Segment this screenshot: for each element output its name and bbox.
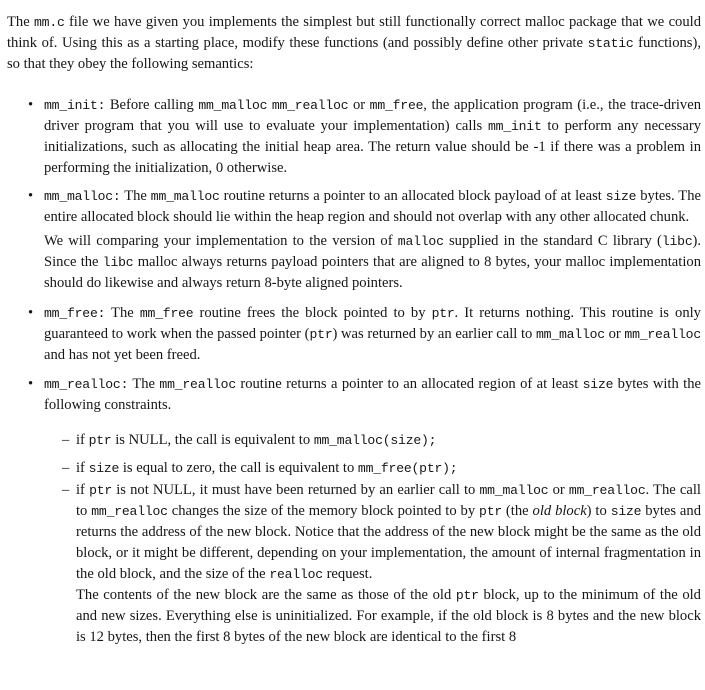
code-text: mm.c [34,15,65,30]
dash-item-ptr-not-null [62,480,702,648]
body-text: changes the size of the memory block pointed to by [167,503,480,519]
code-text: ptr [479,504,503,519]
body-text: . The call to [76,482,701,519]
body-text: is equal to zero, the call is equivalent to [119,460,358,476]
code-text: mm_realloc [568,483,646,498]
code-text: ptr [88,433,112,448]
body-text: ) to [586,503,611,519]
body-text: bytes with the following constraints. [44,376,701,413]
body-text: malloc always returns payload pointers that are aligned to 8 bytes, your malloc implementation should do likewise and always return 8-byte aligned pointers. [44,254,701,291]
body-text: We will comparing your implementation to the version of [44,233,398,249]
code-text: size [582,377,614,392]
body-text: functions), so that they obey the following semantics: [7,35,701,72]
bullet-icon: • [28,97,34,113]
body-text: to perform any necessary initializations, such as allocating the initial heap area. The return value should be -1 if there was a problem in performing the initialization, 0 otherwise. [44,118,701,176]
code-text: mm_malloc [479,483,549,498]
body-text: and has not yet been freed. [44,347,201,363]
code-text: mm_realloc: [44,377,129,392]
bullet-item-mm-free [28,303,701,366]
body-text: if [76,432,89,448]
intro-paragraph [7,12,701,75]
body-text: bytes. The entire allocated block should lie within the heap region and should not overlap with any other allocated chunk. [44,188,701,225]
mm-malloc-libc-paragraph [44,231,701,294]
body-text: or [604,326,625,342]
body-text: or [548,482,569,498]
dash-icon: – [62,482,70,498]
code-text: ptr [309,327,333,342]
code-text: mm_realloc [91,504,168,519]
body-text: ). Since the [44,233,701,270]
bullet-item-mm-init [28,95,701,179]
body-text: routine returns a pointer to an allocated block payload of at least [219,188,606,204]
code-text: malloc [397,234,444,249]
body-text: or [348,97,370,113]
code-text: size [88,461,120,476]
code-text: static [587,36,634,51]
code-text: mm_malloc(size); [313,433,437,448]
code-text: ptr [431,306,455,321]
code-text: ptr [455,588,479,603]
body-text: The contents of the new block are the same as those of the old [76,587,456,603]
body-text: ) was returned by an earlier call to [332,326,536,342]
dash-ptr-not-null-paragraph [76,480,701,585]
mm-init-paragraph [44,95,701,179]
body-text: bytes and returns the address of the new block. Notice that the address of the new block might be the same as the old block, or it might be different, depending on your implementation, the amount of internal fragmentation in the old block, and the size of the [76,503,702,582]
mm-malloc-paragraph [44,186,701,228]
bullet-item-mm-realloc [28,374,702,648]
code-text: mm_init: [44,98,106,113]
body-text: if [76,460,89,476]
bullet-icon: • [28,376,34,392]
bullet-icon: • [28,305,34,321]
code-text: mm_malloc [536,327,605,342]
body-text: routine returns a pointer to an allocated region of at least [235,376,583,392]
mm-realloc-paragraph [44,374,701,416]
dash-item-size-zero [62,458,701,479]
body-text: block, up to the minimum of the old and new sizes. Everything else is uninitialized. For example, if the old block is 8 bytes and the new block is 12 bytes, then the first 8 bytes of the new block are identical to the first 8 [76,587,701,645]
body-text: The [120,188,151,204]
code-text: libc [102,255,134,270]
bullet-icon: • [28,188,34,204]
body-text: Before calling [105,97,199,113]
dash-icon: – [62,460,70,476]
dash-ptr-null-paragraph [76,430,701,451]
body-text: The [7,14,34,30]
dash-size-zero-paragraph [76,458,701,479]
code-text: mm_realloc [159,377,236,392]
body-text: routine frees the block pointed to by [193,305,432,321]
body-text: supplied in the standard C library ( [443,233,662,249]
code-text: mm_free [139,306,194,321]
code-text: mm_free(ptr); [357,461,458,476]
body-text: is not NULL, it must have been returned by an earlier call to [112,482,480,498]
body-text: is NULL, the call is equivalent to [111,432,314,448]
body-text: . It returns nothing. This routine is only guaranteed to work when the passed pointer ( [44,305,701,342]
code-text: mm_free [369,98,424,113]
code-text: realloc [269,567,323,582]
dash-contents-paragraph [76,585,701,648]
code-text: mm_init [488,119,542,134]
body-text: file we have given you implements the simplest but still functionally correct malloc package that we could think of. Using this as a starting place, modify these functions (and possibly define other private [7,14,702,51]
dash-item-ptr-null [62,430,701,451]
italic-text: old block [532,503,587,519]
code-text: size [605,189,637,204]
body-text: The [128,376,160,392]
body-text: request. [322,566,373,582]
body-text: The [105,305,140,321]
code-text: mm_malloc: [44,189,121,204]
code-text: mm_realloc [624,327,701,342]
code-text: mm_free: [44,306,106,321]
code-text: mm_malloc [150,189,220,204]
bullet-item-mm-malloc [28,186,701,294]
code-text: libc [661,234,693,249]
code-text: mm_malloc [198,98,268,113]
code-text: ptr [89,483,113,498]
mm-free-paragraph [44,303,701,366]
body-text: (the [502,503,533,519]
body-text: , the application program (i.e., the trace-driven driver program that you will use to evaluate your implementation) calls [44,97,701,134]
code-text: size [610,504,642,519]
dash-icon: – [62,432,70,448]
body-text: if [76,482,90,498]
code-text: mm_realloc [271,98,349,113]
